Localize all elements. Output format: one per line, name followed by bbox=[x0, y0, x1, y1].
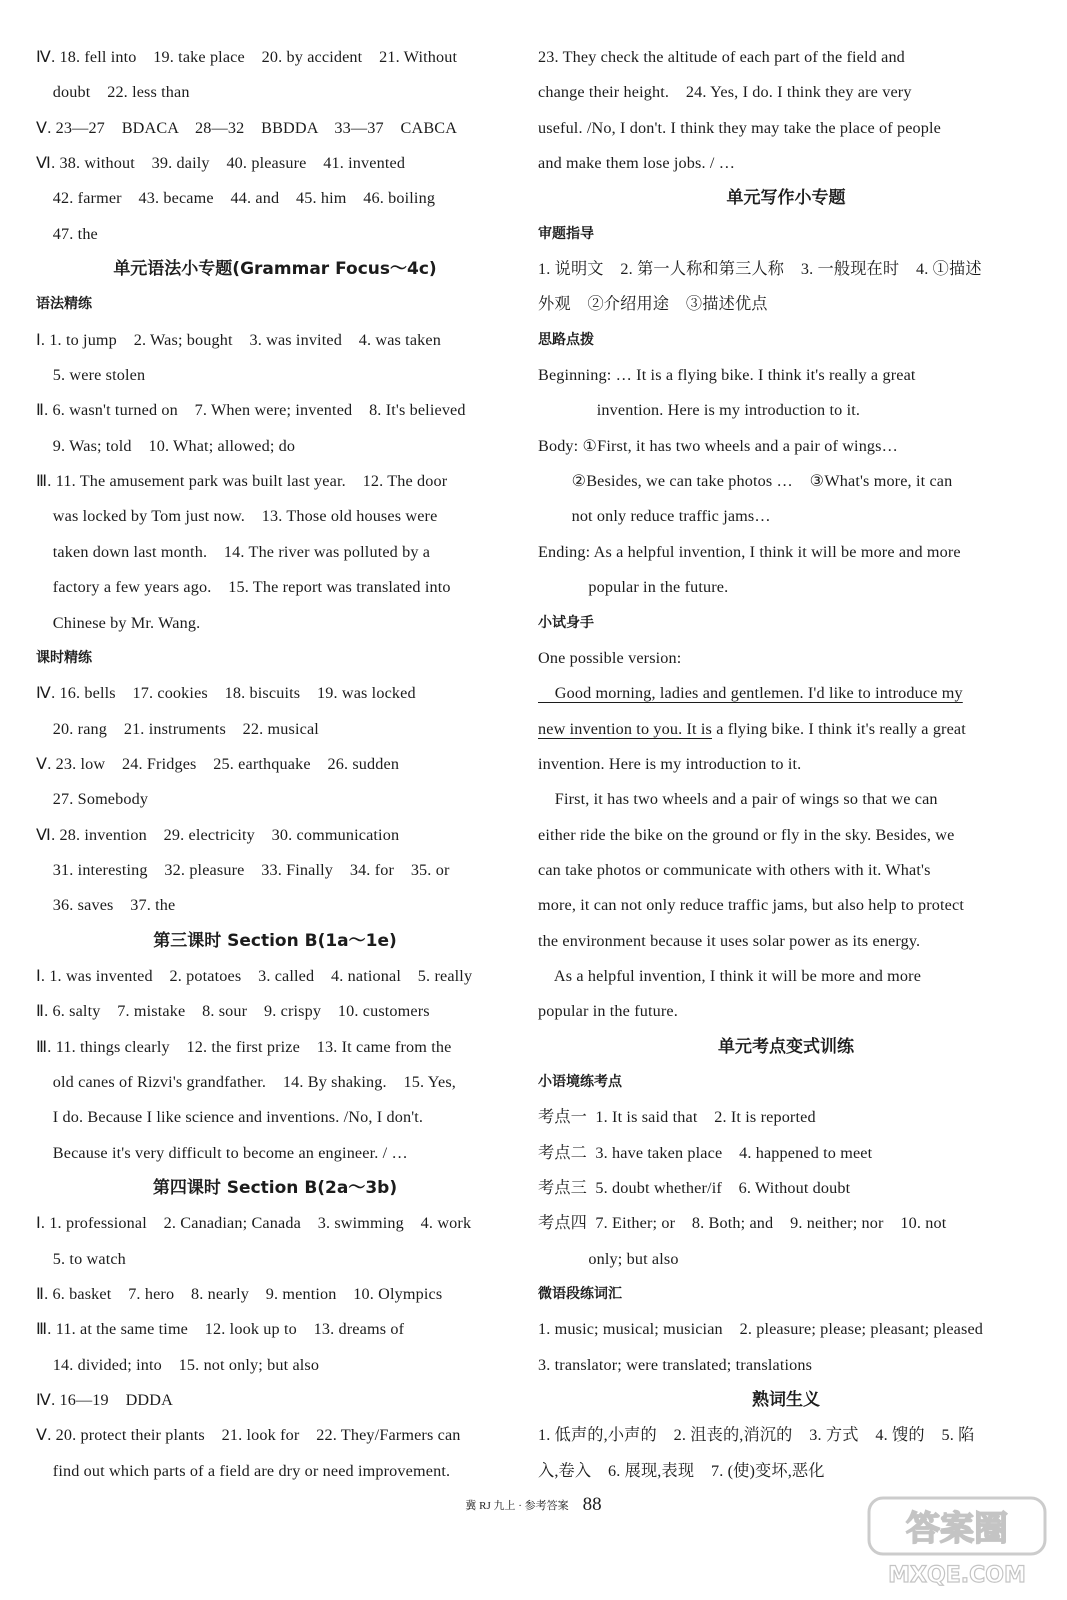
answer-line: Ⅵ. 28. invention 29. electricity 30. communication bbox=[36, 825, 400, 844]
answer-line: 考点四 7. Either; or 8. Both; and 9. neither; nor 10. not bbox=[538, 1214, 947, 1233]
answer-line: 20. rang 21. instruments 22. musical bbox=[36, 719, 319, 738]
answer-line: 1. music; musical; musician 2. pleasure; please; pleasant; pleased bbox=[538, 1320, 984, 1339]
right-column bbox=[538, 40, 1034, 1489]
watermark-graphic bbox=[863, 1490, 1053, 1594]
answer-line bbox=[538, 712, 1034, 747]
watermark-text-main: 答案圈 bbox=[906, 1509, 1008, 1549]
answer-line: useful. /No, I don't. I think they may take the place of people bbox=[538, 118, 942, 137]
subsection-label: 小试身手 bbox=[538, 614, 594, 631]
answer-line: 9. Was; told 10. What; allowed; do bbox=[36, 436, 296, 455]
answer-line: Ⅰ. 1. professional 2. Canadian; Canada 3. swimming 4. work bbox=[36, 1214, 472, 1233]
subsection-label: 语法精练 bbox=[36, 296, 92, 313]
answer-line: Ⅴ. 20. protect their plants 21. look for 22. They/Farmers can bbox=[36, 1426, 461, 1445]
subsection-label: 课时精练 bbox=[36, 649, 92, 666]
answer-line: Ⅴ. 23. low 24. Fridges 25. earthquake 26. sudden bbox=[36, 754, 400, 773]
section-heading: 第三课时 Section B(1a～1e) bbox=[153, 930, 397, 951]
answer-line: 14. divided; into 15. not only; but also bbox=[36, 1355, 320, 1374]
answer-line: taken down last month. 14. The river was polluted by a bbox=[36, 542, 431, 561]
underlined-text: Good morning, ladies and gentlemen. I'd like to introduce my bbox=[538, 684, 963, 703]
subsection-label: 小语境练考点 bbox=[538, 1073, 622, 1090]
footer-title: 冀 RJ 九上 · 参考答案 bbox=[465, 1500, 569, 1512]
answer-line: Ⅱ. 6. basket 7. hero 8. nearly 9. mention 10. Olympics bbox=[36, 1285, 443, 1304]
page-number: 88 bbox=[582, 1494, 602, 1515]
answer-line: 外观 ②介绍用途 ③描述优点 bbox=[538, 295, 768, 314]
answer-line: the environment because it uses solar power as its energy. bbox=[538, 931, 921, 950]
answer-line: can take photos or communicate with others with it. What's bbox=[538, 860, 931, 879]
answer-line: One possible version: bbox=[538, 648, 682, 667]
answer-line: 42. farmer 43. became 44. and 45. him 46. boiling bbox=[36, 189, 436, 208]
answer-line: invention. Here is my introduction to it. bbox=[538, 754, 802, 773]
answer-line: I do. Because I like science and inventions. /No, I don't. bbox=[36, 1108, 424, 1127]
answer-line: find out which parts of a field are dry or need improvement. bbox=[36, 1461, 451, 1480]
answer-line: 1. 低声的,小声的 2. 沮丧的,消沉的 3. 方式 4. 馊的 5. 陷 bbox=[538, 1426, 975, 1445]
subsection-label: 思路点拨 bbox=[538, 331, 594, 348]
underlined-text: new invention to you. It is bbox=[538, 719, 713, 738]
answer-line: 47. the bbox=[36, 224, 98, 243]
answer-line: Because it's very difficult to become an engineer. / … bbox=[36, 1143, 408, 1162]
text-span: a flying bike. I think it's really a great bbox=[712, 719, 966, 738]
answer-line: invention. Here is my introduction to it. bbox=[538, 401, 861, 420]
section-heading: 单元语法小专题(Grammar Focus～4c) bbox=[113, 259, 437, 280]
answer-line bbox=[538, 676, 1034, 711]
answer-line: popular in the future. bbox=[538, 578, 729, 597]
answer-line: 考点二 3. have taken place 4. happened to meet bbox=[538, 1143, 873, 1162]
answer-line: 1. 说明文 2. 第一人称和第三人称 3. 一般现在时 4. ①描述 bbox=[538, 260, 982, 279]
answer-line: Ⅴ. 23—27 BDACA 28—32 BBDDA 33—37 CABCA bbox=[36, 118, 458, 137]
answer-line: 3. translator; were translated; translations bbox=[538, 1355, 813, 1374]
answer-line: Ⅳ. 18. fell into 19. take place 20. by accident 21. Without bbox=[36, 48, 458, 66]
answer-line: Ⅳ. 16. bells 17. cookies 18. biscuits 19. was locked bbox=[36, 684, 416, 703]
answer-line: Ⅳ. 16—19 DDDA bbox=[36, 1391, 173, 1410]
answer-line: Ⅱ. 6. wasn't turned on 7. When were; invented 8. It's believed bbox=[36, 401, 466, 420]
answer-line: factory a few years ago. 15. The report was translated into bbox=[36, 578, 451, 597]
answer-line: Ⅱ. 6. salty 7. mistake 8. sour 9. crispy 10. customers bbox=[36, 1002, 430, 1021]
answer-line: Ⅵ. 38. without 39. daily 40. pleasure 41. invented bbox=[36, 154, 406, 173]
answer-line: 23. They check the altitude of each part of the field and bbox=[538, 48, 905, 66]
answer-line: Ⅲ. 11. things clearly 12. the first prize 13. It came from the bbox=[36, 1037, 452, 1056]
answer-line: doubt 22. less than bbox=[36, 83, 190, 102]
section-heading: 第四课时 Section B(2a～3b) bbox=[152, 1178, 398, 1198]
answer-line: As a helpful invention, I think it will be more and more bbox=[538, 966, 922, 985]
answer-line: change their height. 24. Yes, I do. I think they are very bbox=[538, 83, 912, 102]
section-heading: 单元考点变式训练 bbox=[718, 1036, 854, 1057]
answer-line: Body: ①First, it has two wheels and a pair of wings… bbox=[538, 436, 898, 455]
watermark-logo bbox=[863, 1490, 1053, 1594]
answer-line: Chinese by Mr. Wang. bbox=[36, 613, 201, 632]
answer-line: Ⅲ. 11. at the same time 12. look up to 13. dreams of bbox=[36, 1320, 405, 1339]
answer-line: only; but also bbox=[538, 1249, 679, 1268]
section-heading: 单元写作小专题 bbox=[726, 188, 846, 209]
answer-line: Ⅰ. 1. was invented 2. potatoes 3. called 4. national 5. really bbox=[36, 966, 473, 985]
section-heading: 熟词生义 bbox=[752, 1390, 820, 1411]
answer-line: not only reduce traffic jams… bbox=[538, 507, 771, 526]
answer-line: Ⅰ. 1. to jump 2. Was; bought 3. was invited 4. was taken bbox=[36, 330, 441, 349]
subsection-label: 审题指导 bbox=[538, 225, 594, 242]
answer-line: old canes of Rizvi's grandfather. 14. By shaking. 15. Yes, bbox=[36, 1072, 457, 1091]
answer-line: 考点三 5. doubt whether/if 6. Without doubt bbox=[538, 1179, 851, 1197]
answer-line: popular in the future. bbox=[538, 1002, 678, 1021]
left-column bbox=[36, 40, 514, 1489]
answer-line: 36. saves 37. the bbox=[36, 896, 176, 915]
answer-line: 31. interesting 32. pleasure 33. Finally 34. for 35. or bbox=[36, 860, 450, 879]
answer-line: 27. Somebody bbox=[36, 790, 149, 809]
answer-line: 5. to watch bbox=[36, 1249, 126, 1268]
answer-line: 5. were stolen bbox=[36, 366, 146, 385]
answer-line: Beginning: … It is a flying bike. I think it's really a great bbox=[538, 366, 916, 385]
answer-line: and make them lose jobs. / … bbox=[538, 154, 736, 173]
watermark-text-url: MXQE.COM bbox=[888, 1563, 1026, 1588]
answer-line: was locked by Tom just now. 13. Those old houses were bbox=[36, 507, 438, 526]
answer-line: more, it can not only reduce traffic jams, but also help to protect bbox=[538, 896, 965, 915]
answer-line: 考点一 1. It is said that 2. It is reported bbox=[538, 1108, 816, 1127]
subsection-label: 微语段练词汇 bbox=[538, 1286, 622, 1303]
answer-line: ②Besides, we can take photos … ③What's more, it can bbox=[538, 472, 953, 491]
answer-line: either ride the bike on the ground or fly in the sky. Besides, we bbox=[538, 825, 955, 844]
answer-line: First, it has two wheels and a pair of wings so that we can bbox=[538, 790, 938, 809]
answer-line: Ⅲ. 11. The amusement park was built last year. 12. The door bbox=[36, 472, 448, 491]
answer-line: Ending: As a helpful invention, I think it will be more and more bbox=[538, 542, 961, 561]
answer-line: 入,卷入 6. 展现,表现 7. (使)变坏,恶化 bbox=[538, 1461, 825, 1480]
